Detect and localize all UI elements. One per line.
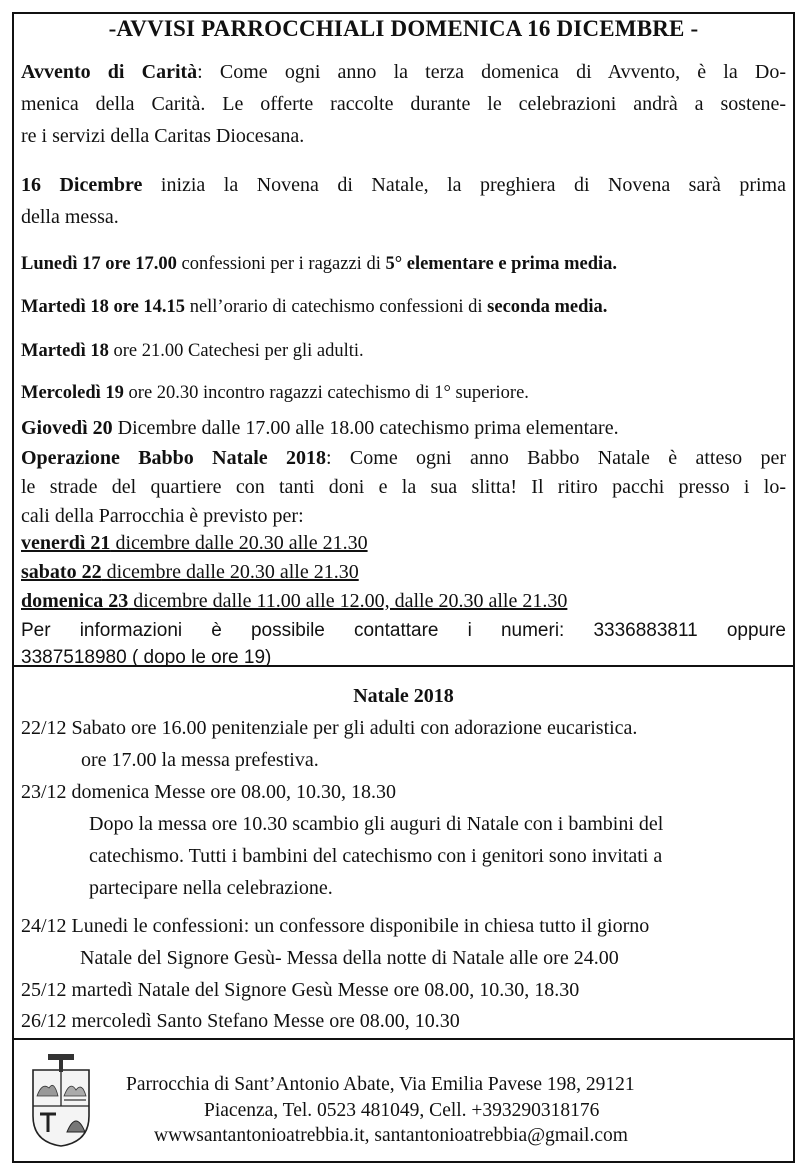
babbo-date-domenica: domenica 23 dicembre dalle 11.00 alle 12.00, dalle 20.30 alle 21.30 [21,590,568,612]
natale-title: Natale 2018 [353,685,454,707]
natale-line: 24/12 Lunedi le confessioni: un confessore disponibile in chiesa tutto il giorno [21,915,650,937]
natale-line: 25/12 martedì Natale del Signore Gesù Messe ore 08.00, 10.30, 18.30 [21,979,580,1001]
novena-line-2: della messa. [21,206,119,228]
natale-line: 23/12 domenica Messe ore 08.00, 10.30, 18.30 [21,781,396,803]
natale-line: ore 17.00 la messa prefestiva. [81,749,319,771]
babbo-line-2: le strade del quartiere con tanti doni e la sua slitta! Il ritiro pacchi presso i lo- [21,476,786,498]
martedi-adulti-line: Martedì 18 ore 21.00 Catechesi per gli adulti. [21,341,364,361]
avvento-line-1: Avvento di Carità: Come ogni anno la terza domenica di Avvento, è la Do- [21,61,786,83]
info-line-2: 3387518980 ( dopo le ore 19) [21,647,272,668]
mercoledi-label: Mercoledì 19 [21,383,124,403]
novena-line-1: 16 Dicembre inizia la Novena di Natale, la preghiera di Novena sarà prima [21,174,786,196]
natale-line: Dopo la messa ore 10.30 scambio gli auguri di Natale con i bambini del [89,813,664,835]
natale-line: 22/12 Sabato ore 16.00 penitenziale per gli adulti con adorazione eucaristica. [21,717,638,739]
parish-crest-icon [30,1052,92,1148]
page-title: -AVVISI PARROCCHIALI DOMENICA 16 DICEMBRE - [108,16,699,41]
babbo-line-3: cali della Parrocchia è previsto per: [21,505,304,527]
martedi-cat-label: Martedì 18 ore 14.15 [21,297,186,317]
avvento-line-3: re i servizi della Caritas Diocesana. [21,125,305,147]
natale-line: Natale del Signore Gesù- Messa della notte di Natale alle ore 24.00 [80,947,619,969]
babbo-label: Operazione Babbo Natale 2018 [21,447,327,469]
novena-label: 16 Dicembre [21,174,143,196]
babbo-date-sabato: sabato 22 dicembre dalle 20.30 alle 21.30 [21,561,359,583]
giovedi-line: Giovedì 20 Dicembre dalle 17.00 alle 18.00 catechismo prima elementare. [21,417,619,439]
babbo-line-1: Operazione Babbo Natale 2018: Come ogni anno Babbo Natale è atteso per [21,447,787,469]
natale-line: 26/12 mercoledì Santo Stefano Messe ore 08.00, 10.30 [21,1010,460,1032]
footer-web-line: wwwsantantonioatrebbia.it, santantonioatrebbia@gmail.com [154,1125,628,1146]
footer-address-line: Parrocchia di Sant’Antonio Abate, Via Emilia Pavese 198, 29121 [126,1074,635,1095]
natale-line: partecipare nella celebrazione. [89,877,333,899]
giovedi-label: Giovedì 20 [21,417,113,439]
natale-section [14,667,793,1038]
lunedi-line: Lunedì 17 ore 17.00 confessioni per i ragazzi di 5° elementare e prima media. [21,254,618,274]
lunedi-label: Lunedì 17 ore 17.00 [21,254,177,274]
footer-contact-line: Piacenza, Tel. 0523 481049, Cell. +393290318176 [204,1100,600,1121]
info-line-1: Per informazioni è possibile contattare i numeri: 3336883811 oppure [21,620,786,641]
avvisi-section [14,14,793,668]
babbo-date-venerdi: venerdì 21 dicembre dalle 20.30 alle 21.30 [21,532,368,554]
martedi-adulti-label: Martedì 18 [21,341,109,361]
notice-sheet [12,12,795,1163]
avvento-label: Avvento di Carità [21,61,198,83]
natale-line: catechismo. Tutti i bambini del catechismo con i genitori sono invitati a [89,845,663,867]
avvento-line-2: menica della Carità. Le offerte raccolte durante le celebrazioni andrà a sostene- [21,93,786,115]
martedi-catechismo-line: Martedì 18 ore 14.15 nell’orario di catechismo confessioni di seconda media. [21,297,608,317]
mercoledi-line: Mercoledì 19 ore 20.30 incontro ragazzi catechismo di 1° superiore. [21,383,529,403]
footer-section [14,1040,793,1161]
